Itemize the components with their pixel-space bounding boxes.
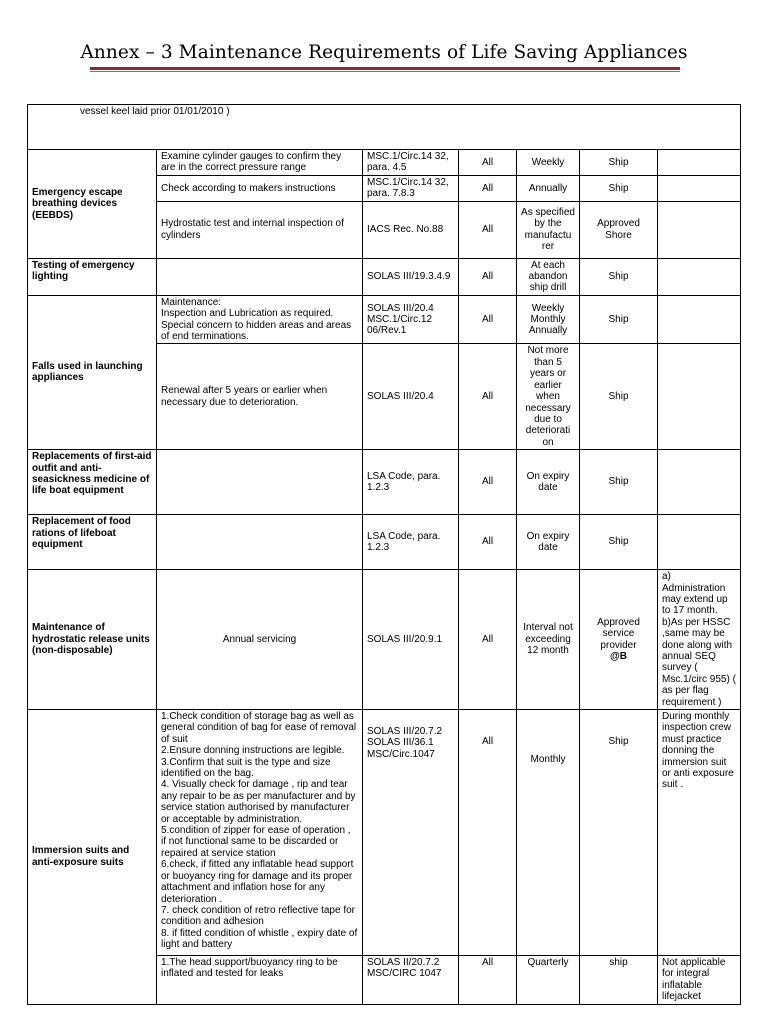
requirement-line: Inspection and Lubrication as required. bbox=[161, 308, 334, 320]
requirement-cell bbox=[157, 450, 363, 515]
requirement-cell: Examine cylinder gauges to confirm they are in the correct pressure range bbox=[157, 150, 363, 176]
maintenance-table bbox=[27, 104, 741, 1005]
frequency-cell: On expiry date bbox=[517, 515, 580, 570]
applicability-cell: All bbox=[459, 344, 517, 450]
requirement-cell: Renewal after 5 years or earlier when necessary due to deterioration. bbox=[157, 344, 363, 450]
frequency-cell: Interval not exceeding 12 month bbox=[517, 570, 580, 710]
frequency-cell: At each abandon ship drill bbox=[517, 258, 580, 295]
frequency-cell: Not more than 5 years or earlier when necessary due to deteriorati on bbox=[517, 344, 580, 450]
frequency-cell: Weekly bbox=[517, 150, 580, 176]
applicability-cell: All bbox=[459, 570, 517, 710]
performed-by-cell: Ship bbox=[580, 450, 658, 515]
requirement-line: 6.check, if fitted any inflatable head support or buoyancy ring for damage and its proper attachment and inflation hose for any deterioration . bbox=[161, 859, 354, 905]
reference-cell: MSC.1/Circ.14 32, para. 4.5 bbox=[363, 150, 459, 176]
performed-by-cell: Ship bbox=[580, 295, 658, 344]
item-cell: Replacements of first-aid outfit and anti-seasickness medicine of life boat equipment bbox=[28, 450, 157, 515]
performed-by-cell: Ship bbox=[580, 258, 658, 295]
frequency-cell: Monthly bbox=[517, 710, 580, 956]
performed-by-cell: ship bbox=[580, 956, 658, 1005]
item-cell: Immersion suits and anti-exposure suits bbox=[28, 710, 157, 1005]
requirement-line: 1.Check condition of storage bag as well as general condition of bag for ease of removal of suit bbox=[161, 711, 357, 745]
page-title: Annex – 3 Maintenance Requirements of Life Saving Appliances bbox=[80, 42, 688, 63]
applicability-cell: All bbox=[459, 515, 517, 570]
requirement-cell: Annual servicing bbox=[157, 570, 363, 710]
frequency-cell: Annually bbox=[517, 175, 580, 201]
remarks-cell bbox=[658, 295, 741, 344]
performed-by-cell: Approved Shore bbox=[580, 201, 658, 258]
reference-cell: SOLAS II/20.7.2 MSC/CIRC 1047 bbox=[363, 956, 459, 1005]
item-cell: Testing of emergency lighting bbox=[28, 258, 157, 295]
remarks-cell: a) Administration may extend up to 17 month. b)As per HSSC ,same may be done along with annual SEQ survey ( Msc.1/circ 955) ( as per flag requirement ) bbox=[658, 570, 741, 710]
applicability-cell: All bbox=[459, 710, 517, 956]
requirement-cell bbox=[157, 295, 363, 344]
reference-cell: SOLAS III/20.7.2 SOLAS III/36.1 MSC/Circ.1047 bbox=[363, 710, 459, 956]
requirement-cell: Check according to makers instructions bbox=[157, 175, 363, 201]
remarks-cell bbox=[658, 344, 741, 450]
requirement-cell bbox=[157, 515, 363, 570]
requirement-cell: 1.The head support/buoyancy ring to be inflated and tested for leaks bbox=[157, 956, 363, 1005]
reference-cell: LSA Code, para. 1.2.3 bbox=[363, 450, 459, 515]
requirement-line: Maintenance: bbox=[161, 296, 222, 308]
remarks-cell bbox=[658, 150, 741, 176]
requirement-line: 7. check condition of retro reflective tape for condition and adhesion bbox=[161, 904, 355, 928]
performed-by-cell: Ship bbox=[580, 710, 658, 956]
table-row bbox=[28, 295, 741, 344]
requirement-line: 4. Visually check for damage , rip and tear any repair to be as per manufacturer and by service station authorised by manufacturer or acceptable by administration. bbox=[161, 779, 356, 825]
table-row bbox=[28, 570, 741, 710]
applicability-cell: All bbox=[459, 450, 517, 515]
remarks-cell: During monthly inspection crew must practice donning the immersion suit or anti exposure suit . bbox=[658, 710, 741, 956]
item-cell: Maintenance of hydrostatic release units (non-disposable) bbox=[28, 570, 157, 710]
reference-cell: SOLAS III/19.3.4.9 bbox=[363, 258, 459, 295]
performed-by-cell: Ship bbox=[580, 150, 658, 176]
item-cell: Emergency escape breathing devices (EEBDS) bbox=[28, 150, 157, 259]
remarks-cell bbox=[658, 175, 741, 201]
reference-cell: MSC.1/Circ.14 32, para. 7.8.3 bbox=[363, 175, 459, 201]
frequency-cell: Quarterly bbox=[517, 956, 580, 1005]
reference-cell: LSA Code, para. 1.2.3 bbox=[363, 515, 459, 570]
frequency-cell: As specified by the manufactu rer bbox=[517, 201, 580, 258]
table-row bbox=[28, 450, 741, 515]
requirement-line: 3.Confirm that suit is the type and size identified on the bag. bbox=[161, 756, 331, 780]
remarks-cell bbox=[658, 450, 741, 515]
remarks-cell bbox=[658, 258, 741, 295]
requirement-cell bbox=[157, 258, 363, 295]
applicability-cell: All bbox=[459, 258, 517, 295]
remarks-cell bbox=[658, 515, 741, 570]
reference-cell: SOLAS III/20.9.1 bbox=[363, 570, 459, 710]
requirement-cell bbox=[157, 710, 363, 956]
title-underline bbox=[90, 67, 680, 70]
reference-cell: IACS Rec. No.88 bbox=[363, 201, 459, 258]
title-underline-thin bbox=[90, 71, 680, 72]
applicability-cell: All bbox=[459, 956, 517, 1005]
item-cell: Falls used in launching appliances bbox=[28, 295, 157, 449]
frequency-cell: On expiry date bbox=[517, 450, 580, 515]
requirement-cell: Hydrostatic test and internal inspection of cylinders bbox=[157, 201, 363, 258]
performed-by-cell: Ship bbox=[580, 175, 658, 201]
performed-by-mark: @B bbox=[610, 650, 627, 662]
applicability-cell: All bbox=[459, 175, 517, 201]
frequency-cell: Weekly Monthly Annually bbox=[517, 295, 580, 344]
table-row bbox=[28, 515, 741, 570]
intro-text: vessel keel laid prior 01/01/2010 ) bbox=[28, 105, 741, 150]
performed-by-cell: Ship bbox=[580, 344, 658, 450]
applicability-cell: All bbox=[459, 150, 517, 176]
table-row bbox=[28, 150, 741, 176]
requirement-line: Special concern to hidden areas and areas of end terminations. bbox=[161, 319, 352, 343]
performed-by-text: Approved service provider bbox=[597, 616, 640, 651]
table-row bbox=[28, 710, 741, 956]
reference-cell: SOLAS III/20.4 bbox=[363, 344, 459, 450]
requirement-line: 5.condition of zipper for ease of operation , if not functional same to be discarded or repaired at service station bbox=[161, 825, 351, 859]
performed-by-cell bbox=[580, 570, 658, 710]
performed-by-cell: Ship bbox=[580, 515, 658, 570]
remarks-cell: Not applicable for integral inflatable lifejacket bbox=[658, 956, 741, 1005]
applicability-cell: All bbox=[459, 201, 517, 258]
reference-cell: SOLAS III/20.4 MSC.1/Circ.12 06/Rev.1 bbox=[363, 295, 459, 344]
applicability-cell: All bbox=[459, 295, 517, 344]
table-row bbox=[28, 105, 741, 150]
requirement-line: 2.Ensure donning instructions are legible. bbox=[161, 745, 345, 757]
item-cell: Replacement of food rations of lifeboat equipment bbox=[28, 515, 157, 570]
requirement-line: 8. if fitted condition of whistle , expiry date of light and battery bbox=[161, 927, 358, 951]
table-row bbox=[28, 258, 741, 295]
remarks-cell bbox=[658, 201, 741, 258]
